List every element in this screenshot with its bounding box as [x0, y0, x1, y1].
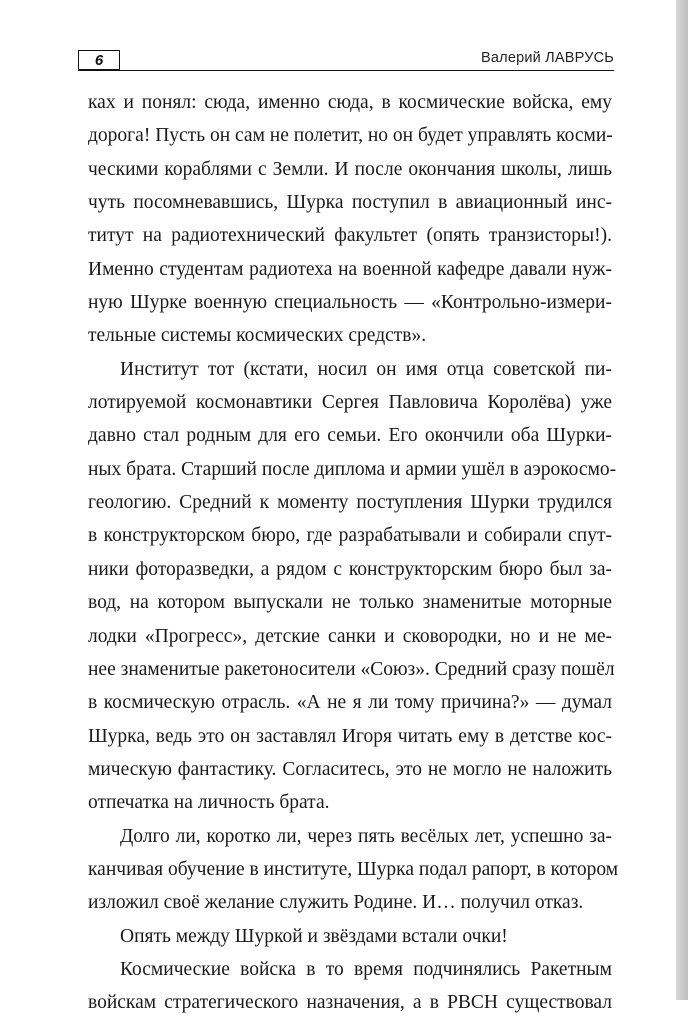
text-line: ческими кораблями с Земли. И после окончания школы, лишь — [88, 158, 612, 180]
text-line: геологию. Средний к моменту поступления Шурки трудился — [88, 492, 612, 514]
text-line: титут на радиотехнический факультет (опять транзисторы!). — [88, 225, 612, 247]
text-line: канчивая обучение в институте, Шурка подал рапорт, в котором — [88, 858, 619, 880]
text-line: в космическую отрасль. «А не я ли тому причина?» — думал — [88, 692, 612, 714]
text-line: изложил своё желание служить Родине. И… получил отказ. — [88, 892, 584, 914]
text-line: давно стал родным для его семьи. Его окончили оба Шурки- — [88, 425, 612, 447]
text-line: в конструкторском бюро, где разрабатывали и собирали спут- — [88, 525, 612, 547]
text-line: мическую фантастику. Согласитесь, это не могло не наложить — [88, 758, 612, 780]
text-line: Космические войска в то время подчинялись Ракетным — [120, 958, 612, 980]
text-line: Шурка, ведь это он заставлял Игоря читать ему в детстве кос- — [88, 725, 612, 747]
running-header — [78, 46, 614, 72]
text-line: вод, на котором выпускали не только знаменитые моторные — [88, 592, 612, 614]
text-line: чуть посомневавшись, Шурка поступил в авиационный инс- — [88, 192, 612, 214]
text-line: ную Шурке военную специальность — «Контрольно-измери- — [88, 292, 612, 314]
text-line: отпечатка на личность брата. — [88, 792, 330, 814]
body-text — [88, 86, 619, 1020]
text-line: Именно студентам радиотеха на военной кафедре давали нуж- — [88, 258, 612, 280]
text-line: Опять между Шуркой и звёздами встали очки! — [120, 925, 508, 947]
page-edge-shadow — [676, 0, 688, 1000]
page-number: 6 — [78, 50, 120, 70]
text-line: ных брата. Старший после диплома и армии ушёл в аэрокосмо- — [88, 458, 617, 480]
header-rule — [78, 70, 614, 71]
text-line: лодки «Прогресс», детские санки и сковородки, но и не ме- — [88, 625, 612, 647]
text-line: тельные системы космических средств». — [88, 325, 427, 347]
text-line: нее знаменитые ракетоносители «Союз». Средний сразу пошёл — [88, 658, 615, 680]
text-line: Долго ли, коротко ли, через пять весёлых лет, успешно за- — [120, 825, 612, 847]
text-line: Институт тот (кстати, носил он имя отца советской пи- — [120, 358, 612, 380]
text-line: войскам стратегического назначения, а в РВСН существовал — [88, 992, 612, 1014]
text-line: ках и понял: сюда, именно сюда, в космические войска, ему — [88, 92, 612, 113]
running-header-author: Валерий ЛАВРУСЬ — [481, 50, 614, 66]
text-line: лотируемой космонавтики Сергея Павловича Королёва) уже — [88, 392, 612, 414]
text-line: ники фоторазведки, а рядом с конструкторским бюро был за- — [88, 558, 612, 580]
text-line: дорога! Пусть он сам не полетит, но он будет управлять косми- — [88, 125, 613, 147]
